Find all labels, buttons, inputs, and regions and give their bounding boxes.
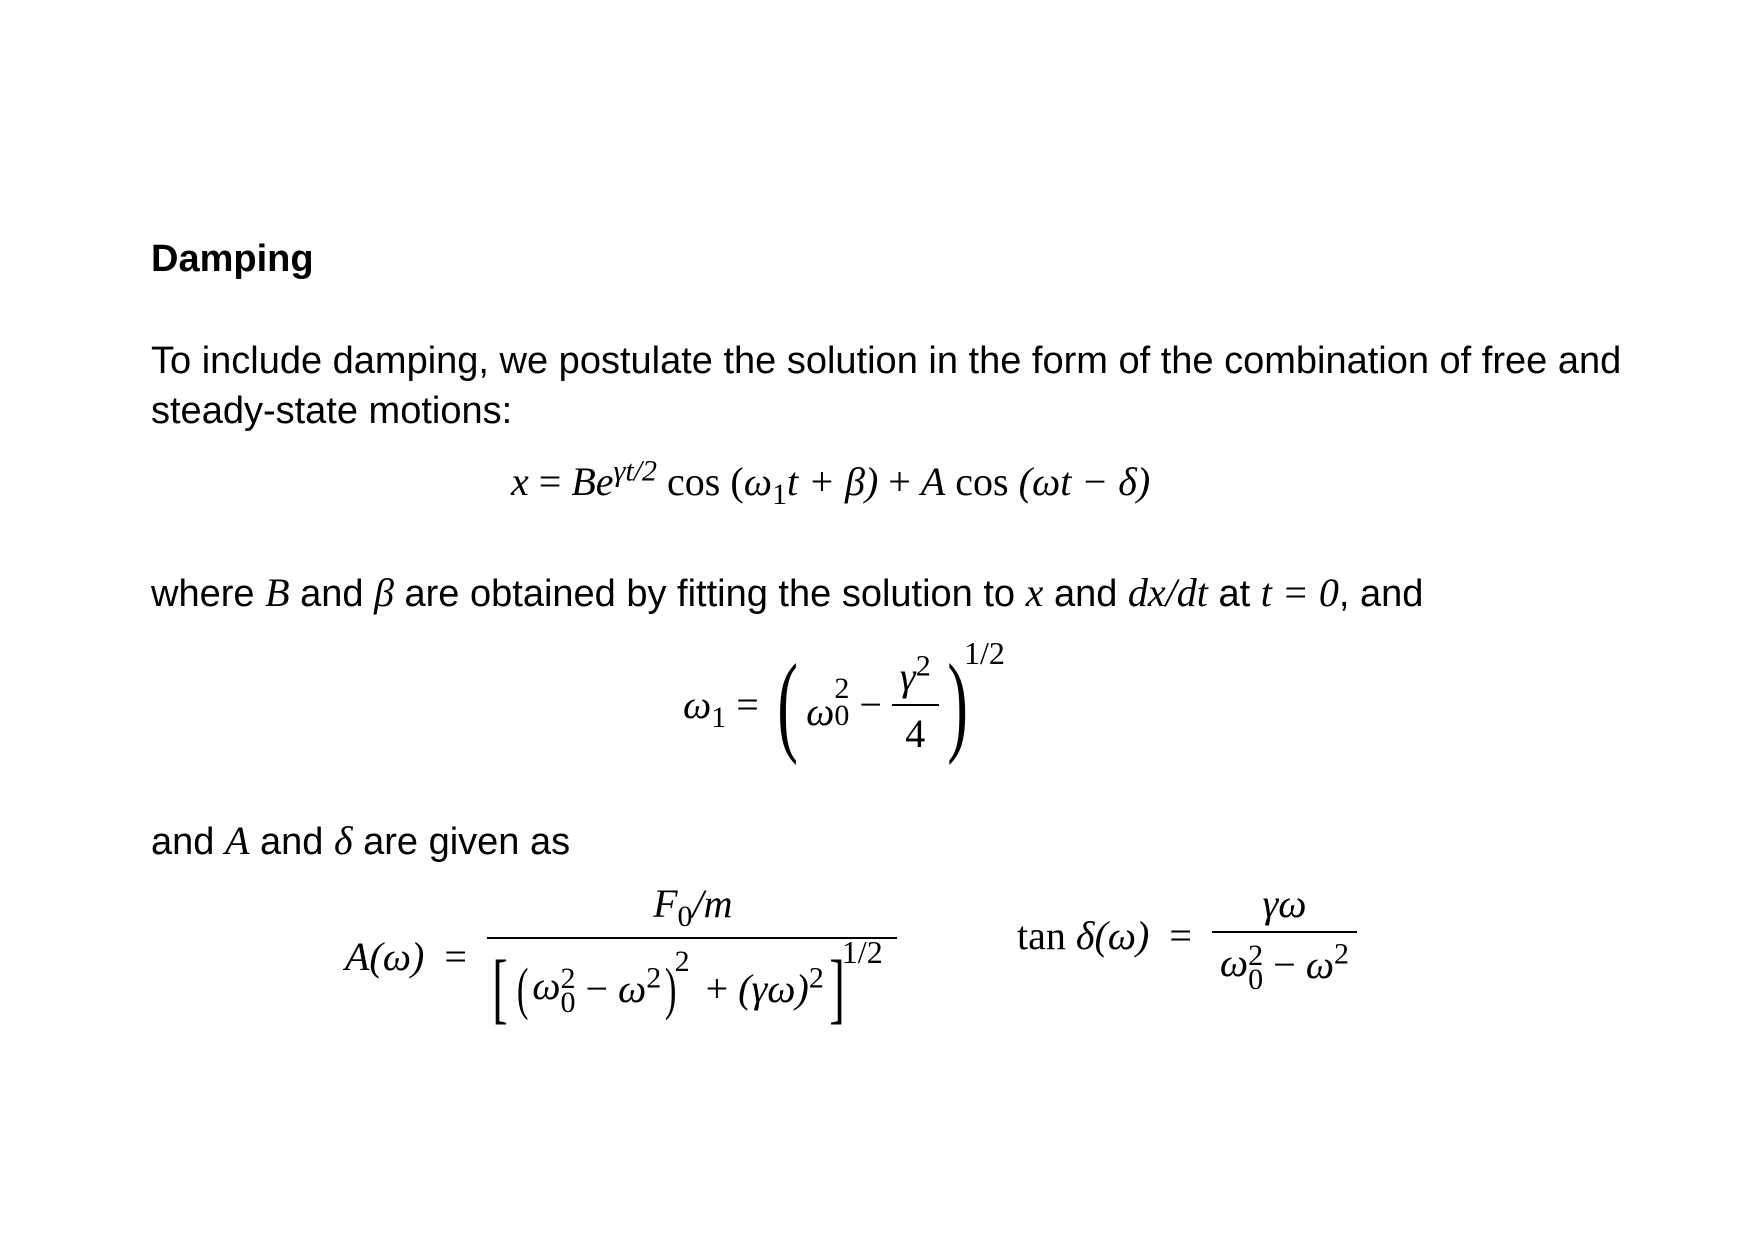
where-w3: are obtained by fitting the solution to bbox=[404, 573, 1016, 615]
eq3-den-gw: (γω) bbox=[738, 965, 809, 1011]
eq1-cos2: cos bbox=[955, 459, 1009, 504]
equation-omega1 bbox=[683, 634, 1017, 769]
eq1-arg2: (ωt − δ) bbox=[1018, 459, 1151, 504]
eq3-den-power: 1/2 bbox=[841, 934, 883, 971]
eq1-B: B bbox=[571, 459, 596, 504]
where-w1: where bbox=[151, 573, 255, 615]
equation-solution bbox=[511, 454, 1151, 511]
equation-phase bbox=[1017, 880, 1357, 996]
given-w1: and bbox=[151, 821, 215, 863]
where-w6: , and bbox=[1338, 573, 1424, 615]
eq1-plus-beta: + β) bbox=[808, 459, 879, 504]
eq2-omega0: ω bbox=[806, 689, 835, 734]
eq4-num: γω bbox=[1262, 881, 1307, 926]
given-delta: δ bbox=[333, 818, 353, 863]
eq1-plus: + bbox=[888, 459, 911, 504]
eq3-den-omega0-sub: 0 bbox=[560, 985, 576, 1019]
eq3-den-inner-sup: 2 bbox=[674, 945, 690, 979]
eq1-exponent: γt/2 bbox=[613, 454, 658, 488]
eq3-den-omega-sup: 2 bbox=[646, 961, 662, 995]
eq2-frac-num: γ bbox=[899, 653, 916, 699]
eq1-omega1-sub: 1 bbox=[771, 478, 787, 511]
eq3-den-inner-open: ( bbox=[516, 955, 529, 1021]
eq3-den-close-bracket: ] bbox=[829, 944, 845, 1031]
eq2-frac-num-sup: 2 bbox=[915, 649, 931, 683]
where-w4: and bbox=[1053, 573, 1118, 615]
eq3-den-omega0-sup: 2 bbox=[560, 961, 576, 995]
eq1-t: t bbox=[786, 459, 799, 504]
eq3-den-omega0: ω bbox=[532, 963, 561, 1009]
eq2-open-paren: ( bbox=[777, 642, 798, 766]
where-beta: β bbox=[374, 570, 394, 615]
eq3-fraction-bar bbox=[487, 937, 897, 939]
given-w3: are given as bbox=[363, 821, 571, 863]
eq2-omega0-sup: 2 bbox=[834, 672, 850, 705]
eq3-fraction bbox=[487, 880, 899, 1033]
where-dxdt: dx/dt bbox=[1127, 570, 1208, 615]
eq3-equals: = bbox=[444, 934, 467, 979]
eq1-e: e bbox=[595, 459, 614, 504]
eq4-den-omega0-sub: 0 bbox=[1248, 962, 1264, 996]
eq3-num-sub: 0 bbox=[677, 900, 693, 933]
eq1-cos1: cos bbox=[667, 459, 721, 504]
eq2-close-paren: ) bbox=[947, 642, 968, 766]
eq4-fraction-bar bbox=[1212, 931, 1357, 933]
eq2-frac-den: 4 bbox=[905, 710, 926, 756]
eq2-power: 1/2 bbox=[963, 634, 1005, 671]
given-A: A bbox=[224, 818, 250, 863]
where-x: x bbox=[1025, 570, 1044, 615]
eq1-arg1-open: ( bbox=[730, 459, 744, 504]
eq3-den-gw-sup: 2 bbox=[808, 961, 824, 995]
where-B: B bbox=[265, 570, 290, 615]
eq2-omega: ω bbox=[683, 682, 712, 727]
given-w2: and bbox=[259, 821, 324, 863]
given-paragraph bbox=[151, 816, 1631, 867]
equation-amplitude bbox=[345, 880, 899, 1033]
eq4-fraction bbox=[1212, 880, 1357, 996]
eq3-num-F: F bbox=[653, 881, 678, 926]
eq4-den-omega0: ω bbox=[1219, 939, 1249, 985]
eq4-equals: = bbox=[1169, 912, 1192, 958]
eq4-den-omega: ω bbox=[1305, 942, 1334, 988]
eq3-den-plus: + bbox=[705, 965, 729, 1011]
eq4-den-omega0-sup: 2 bbox=[1248, 938, 1264, 972]
eq1-omega1: ω bbox=[743, 459, 772, 504]
eq3-den-open-bracket: [ bbox=[492, 944, 508, 1031]
eq2-fraction bbox=[892, 649, 939, 757]
eq2-omega0-sub: 0 bbox=[834, 699, 850, 732]
eq2-minus: − bbox=[859, 682, 882, 727]
eq4-tan: tan bbox=[1017, 912, 1066, 958]
eq3-den-minus: − bbox=[585, 965, 609, 1011]
heading: Damping bbox=[151, 238, 314, 280]
eq3-num-rest: /m bbox=[692, 881, 733, 926]
eq1-x: x bbox=[511, 459, 529, 504]
eq3-den-omega: ω bbox=[618, 965, 647, 1011]
eq3-den-inner-close: ) bbox=[665, 955, 677, 1021]
eq4-den-omega-sup: 2 bbox=[1333, 937, 1349, 971]
where-w5: at bbox=[1218, 573, 1251, 615]
where-w2: and bbox=[300, 573, 364, 615]
where-paragraph bbox=[151, 568, 1631, 619]
eq2-equals: = bbox=[736, 682, 759, 727]
where-t0: t = 0 bbox=[1260, 570, 1339, 615]
eq1-A: A bbox=[920, 459, 946, 504]
eq1-equals: = bbox=[538, 459, 562, 504]
eq3-lhs: A(ω) bbox=[345, 934, 425, 979]
eq4-delta: δ(ω) bbox=[1075, 912, 1150, 958]
eq2-omega-sub: 1 bbox=[711, 701, 727, 734]
eq4-den-minus: − bbox=[1273, 942, 1296, 988]
eq2-fraction-bar bbox=[892, 704, 939, 706]
intro-paragraph: To include damping, we postulate the solution in the form of the combination of free and steady-state motions: bbox=[151, 340, 1622, 432]
